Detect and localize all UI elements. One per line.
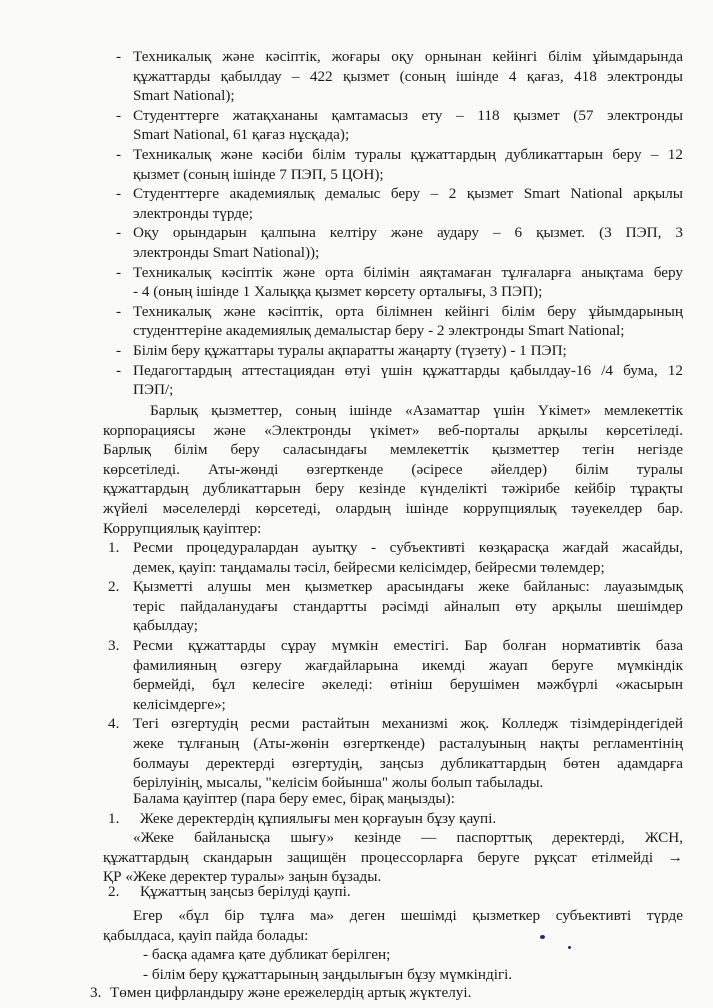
service-bullet-item (0, 361, 713, 400)
bullet-text-line: Білім беру құжаттары туралы ақпаратты жаңарту (түзету) - 1 ПЭП; (133, 341, 567, 359)
bullet-text-line: Техникалық және кәсіби білім туралы құжаттардың дубликаттарын беру – 12 (133, 145, 683, 163)
sub-item: - білім беру құжаттарының заңдылығын бұзу мүмкіндігі. (143, 965, 513, 983)
list-number: 2. (108, 883, 120, 900)
services-paragraph (0, 401, 713, 519)
bullet-text-line: Smart National); (133, 87, 235, 105)
alt-risk-title: Жеке деректердің құпиялығы мен қорғауын бұзу қаупі. (140, 810, 497, 827)
risk-text-line: демек, қауіп: таңдамалы тәсіл, бейресми келісімдер, бейресми төлемдер; (133, 558, 605, 576)
corruption-heading: Коррупциялық қауіптер: (103, 520, 262, 537)
bullet-dash: - (116, 224, 122, 242)
service-bullet-item (0, 47, 713, 106)
bullet-dash: - (116, 302, 122, 320)
alt-risk-1-body (0, 828, 713, 887)
list-number: 1. (108, 539, 120, 556)
corruption-risk-item (0, 714, 713, 792)
bullet-dash: - (116, 263, 122, 281)
bullet-text-line: Оқу орындарын қалпына келтіру және аудару – 6 қызмет. (3 ПЭП, 3 (133, 224, 683, 242)
bullet-dash: - (116, 48, 122, 65)
bullet-text-line: Студенттерге академиялық демалыс беру – 2 қызмет Smart National арқылы (133, 185, 683, 203)
paragraph-line: корпорациясы және «Электронды үкімет» веб-порталы арқылы көрсетіледі. (103, 421, 683, 439)
paragraph-line: ҚР «Жеке деректер туралы» заңын бұзады. (103, 868, 382, 886)
list-number: 1. (108, 810, 120, 827)
paragraph-line: қабылдаса, қауіп пайда болады: (103, 926, 309, 944)
bullet-text-line: Студенттерге жатақхананы қамтамасыз ету – 118 қызмет (57 электронды (133, 106, 683, 124)
bullet-text-line: Техникалық және кәсіптік, орта білімнен кейінгі білім беру ұйымдарының (133, 302, 683, 320)
paragraph-line: құжаттардың дубликаттарын беру кезінде күнделікті тәжірибе кейбір тұрақты (103, 480, 683, 498)
bullet-text-line: қызмет (соның ішінде 7 ПЭП, 5 ЦОН); (133, 165, 384, 183)
risk-text-line: Тегі өзгертудің ресми растайтын механизмі жоқ. Колледж тізімдеріндегідей (133, 715, 683, 733)
risk-text-line: келісімдерге»; (133, 695, 226, 713)
list-number: 3. (108, 636, 120, 654)
risk-text-line: Ресми құжаттарды сұрау мүмкін еместігі. Бар болған нормативтік база (133, 636, 683, 654)
risk-text-line: бермейді, бұл келесіге әкеледі: өтініш берушімен мәжбүрлі «жасырын (133, 676, 683, 694)
bullet-text-line: Smart National, 61 қағаз нұсқада); (133, 126, 350, 144)
service-bullet-item (0, 341, 713, 361)
bullet-text-line: - 4 (оның ішінде 1 Халыққа қызмет көрсету орталығы, 3 ПЭП); (133, 283, 543, 301)
paragraph-line: құжаттардың скандарын защищён процессорларға беруге рұқсат етілмейді → (103, 848, 683, 866)
corruption-risk-item (0, 577, 713, 636)
alt-risk-3 (0, 983, 713, 1003)
alternative-risks-heading: Балама қауіптер (пара беру емес, бірақ маңызды): (133, 790, 455, 807)
risk-text-line: теріс пайдаланудағы стандартты рәсімді айналып өту арқылы шешімдер (133, 597, 683, 615)
paragraph-line: «Жеке байланысқа шығу» кезінде — паспорттық деректерді, ЖСН, (133, 829, 683, 846)
risk-text-line: қабылдау; (133, 617, 198, 635)
risk-text-line: фамилияның өзгеру жағдайларына икемді жауап беруге мүмкіндік (133, 656, 683, 674)
service-bullet-item (0, 302, 713, 341)
alt-risk-2 (0, 882, 713, 902)
alt-risk-title: Құжаттың заңсыз берілуді қаупі. (140, 883, 351, 900)
alt-risk-1 (0, 809, 713, 829)
bullet-text-line: Педагогтардың аттестациядан өтуі үшін құжаттарды қабылдау-16 /4 бума, 12 (133, 361, 683, 379)
paragraph-line: жүйелі мәселелерді көрсетеді, олардың ішінде коррупциялық тәуекелдер бар. (103, 499, 683, 517)
list-number: 3. (90, 984, 102, 1001)
bullet-text-line: электронды түрде; (133, 204, 253, 222)
bullet-text-line: Техникалық және кәсіптік, жоғары оқу орнынан кейінгі білім ұйымдарында (133, 48, 683, 65)
ink-speck (540, 935, 545, 939)
ink-speck (568, 946, 571, 949)
list-number: 2. (108, 578, 120, 596)
bullet-text-line: электронды Smart National)); (133, 243, 320, 261)
service-bullet-item (0, 184, 713, 223)
risk-text-line: жеке тұлғаның (Аты-жөнін өзгерткенде) расталуының нақты регламентінің (133, 734, 683, 752)
bullet-text-line: студенттеріне академиялық демалыстар беру - 2 электронды Smart National; (133, 322, 625, 340)
service-bullet-item (0, 223, 713, 262)
bullet-text-line: Техникалық кәсіптік және орта білімін аяқтамаған тұлғаларға анықтама беру (133, 263, 683, 281)
bullet-text-line: ПЭП/; (133, 381, 174, 399)
service-bullet-item (0, 145, 713, 184)
paragraph-line: Барлық қызметтер, соның ішінде «Азаматтар үшін Үкімет» мемлекеттік (150, 402, 683, 419)
bullet-dash: - (116, 341, 122, 359)
sub-item: - басқа адамға қате дубликат берілген; (143, 946, 391, 964)
corruption-risk-item (0, 538, 713, 577)
list-number: 4. (108, 715, 120, 733)
bullet-dash: - (116, 145, 122, 163)
bullet-dash: - (116, 361, 122, 379)
bullet-text-line: құжаттарды қабылдау – 422 қызмет (соның ішінде 4 қағаз, 418 электронды (133, 67, 683, 85)
alt-risk-2-body (0, 906, 713, 984)
risk-text-line: болмауы деректерді өзгертудің, заңсыз дубликаттардың бөтен адамдарға (133, 754, 683, 772)
paragraph-line: көрсетіледі. Аты-жөнді өзгерткенде (әсіресе әйелдер) білім туралы (103, 460, 683, 478)
service-bullet-list (0, 47, 713, 400)
alt-risk-title: Төмен цифрландыру және ережелердің артық жүктелуі. (110, 984, 472, 1001)
risk-text-line: берілуінің, мысалы, "келісім бойынша" жолы болып табылады. (133, 774, 544, 792)
service-bullet-item (0, 263, 713, 302)
corruption-risk-item (0, 636, 713, 714)
service-bullet-item (0, 106, 713, 145)
bullet-dash: - (116, 185, 122, 203)
corruption-risk-list (0, 538, 713, 793)
paragraph-line: Егер «бұл бір тұлға ма» деген шешімді қызметкер субъективті түрде (133, 907, 683, 924)
risk-text-line: Қызметті алушы мен қызметкер арасындағы жеке байланыс: лауазымдық (133, 578, 683, 596)
risk-text-line: Ресми процедуралардан ауытқу - субъективті көзқарасқа жағдай жасайды, (133, 539, 683, 556)
paragraph-line: Барлық білім беру саласындағы мемлекеттік қызметтер тегін негізде (103, 441, 683, 459)
bullet-dash: - (116, 106, 122, 124)
